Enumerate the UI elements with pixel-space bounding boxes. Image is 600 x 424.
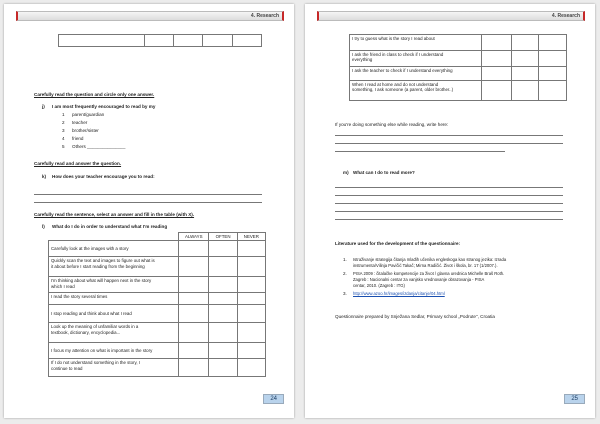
table-row <box>350 67 567 81</box>
cell-never[interactable] <box>539 35 567 51</box>
cell-never[interactable] <box>237 305 265 323</box>
option-text: parent/guardian <box>72 112 105 117</box>
cell-always[interactable] <box>179 241 209 257</box>
cell-often[interactable] <box>511 51 539 67</box>
cell-always[interactable] <box>179 323 209 343</box>
row-text: continue to read <box>51 365 83 371</box>
cell-never[interactable] <box>237 323 265 343</box>
option-number: 3 <box>62 128 65 133</box>
reference-text: centar, 2010. (Zagreb : ITG) <box>353 283 405 288</box>
option-text: Others _______________ <box>72 144 126 149</box>
col-header: ALWAYS <box>179 233 209 241</box>
table-row <box>49 323 266 343</box>
instruction-answer: Carefully read and answer the question. <box>34 161 122 166</box>
literature-title: Literature used for the development of the questionnaire: <box>335 241 461 246</box>
option-number: 2 <box>62 120 65 125</box>
reading-strategies-table <box>48 232 266 377</box>
cell-never[interactable] <box>539 51 567 67</box>
row-text: If I do not understand something in the story, I <box>51 360 141 366</box>
cell-often[interactable] <box>209 277 237 293</box>
answer-line[interactable] <box>335 151 505 152</box>
instruction-fill-table: Carefully read the sentence, select an answer and fill in the table (with X). <box>34 212 195 217</box>
cell-never[interactable] <box>539 67 567 81</box>
cell-often[interactable] <box>209 305 237 323</box>
prepared-by: Questionnaire prepared by Snježana Sedlar, Primary school „Podrute", Croatia <box>335 314 495 319</box>
row-text: Quickly scan the text and images to figure out what is <box>51 258 155 264</box>
cell-always[interactable] <box>179 257 209 277</box>
cell-never[interactable] <box>237 277 265 293</box>
cell-always[interactable] <box>482 81 511 101</box>
cell-always[interactable] <box>179 359 209 377</box>
answer-line[interactable] <box>335 211 563 212</box>
page-header <box>16 11 284 21</box>
cell-often[interactable] <box>209 323 237 343</box>
cell-never[interactable] <box>237 241 265 257</box>
reading-strategies-table-continued <box>349 34 567 101</box>
option-text: friend <box>72 136 84 141</box>
answer-line[interactable] <box>335 219 563 220</box>
question-l-text: What do I do in order to understand what I'm reading <box>52 224 168 229</box>
table-row <box>49 277 266 293</box>
col-header: OFTEN <box>209 233 237 241</box>
page-number: 25 <box>564 394 585 404</box>
table-row <box>49 257 266 277</box>
question-k-text: How does your teacher encourage you to read: <box>52 174 155 179</box>
table-row <box>49 293 266 305</box>
reference-number: 2. <box>343 271 347 276</box>
question-m-text: What can I do to read more? <box>353 170 415 175</box>
reference-text: Istraživanje strategija čitanja mlađih učenika engleskoga kao stranog jezika: Izrada <box>353 257 507 262</box>
header-title: 4. Research <box>551 13 580 19</box>
answer-line[interactable] <box>335 135 563 136</box>
row-text: I ask the friend in class to check if I understand <box>352 52 444 57</box>
answer-line[interactable] <box>335 195 563 196</box>
cell-always[interactable] <box>482 51 511 67</box>
cell-always[interactable] <box>179 277 209 293</box>
option-number: 5 <box>62 144 65 149</box>
cell-often[interactable] <box>511 35 539 51</box>
cell-never[interactable] <box>237 359 265 377</box>
table-row <box>49 241 266 257</box>
cell-often[interactable] <box>209 359 237 377</box>
cell-always[interactable] <box>179 293 209 305</box>
row-text: When I read at home and do not understand <box>352 82 439 87</box>
row-text: I'm thinking about what will happen next in the story <box>51 278 152 284</box>
question-j-text: I am most frequently encouraged to read by my <box>52 104 156 109</box>
cell-never[interactable] <box>237 257 265 277</box>
table-row <box>49 305 266 323</box>
answer-line[interactable] <box>34 202 262 203</box>
left-page <box>4 4 294 418</box>
table-row <box>350 81 567 101</box>
row-text: I try to guess what is the story I read about <box>352 36 435 41</box>
answer-line[interactable] <box>335 203 563 204</box>
header-title: 4. Research <box>250 13 279 19</box>
reference-link[interactable]: http://www.azoo.hr/images/izdanja/citanje/04.html <box>353 291 445 296</box>
cell-often[interactable] <box>209 293 237 305</box>
cell-often[interactable] <box>209 241 237 257</box>
reference-number: 1. <box>343 257 347 262</box>
cell-never[interactable] <box>237 293 265 305</box>
option-text: teacher <box>72 120 88 125</box>
page-header <box>317 11 585 21</box>
answer-line[interactable] <box>335 143 563 144</box>
option-number: 1 <box>62 112 65 117</box>
question-k-letter: k) <box>42 174 47 179</box>
question-j-letter: j) <box>42 104 45 109</box>
reference-text: Zagreb : Nacionalni centar za vanjsko vrednovanje obrazovanja - PISA <box>353 277 485 282</box>
cell-often[interactable] <box>511 81 539 101</box>
cell-always[interactable] <box>482 35 511 51</box>
instruction-circle: Carefully read the question and circle only one answer. <box>34 92 155 97</box>
row-text: Look up the meaning of unfamiliar words in a <box>51 324 139 330</box>
row-text: I stop reading and think about what I read <box>51 311 132 317</box>
table-row <box>350 35 567 51</box>
row-text: I ask the teacher to check if I understand everything <box>352 68 453 73</box>
page-number: 24 <box>263 394 284 404</box>
table-row <box>49 343 266 359</box>
answer-line[interactable] <box>335 187 563 188</box>
empty-answer-table <box>58 34 262 47</box>
cell-never[interactable] <box>237 343 265 359</box>
table-row <box>49 359 266 377</box>
col-header: NEVER <box>237 233 265 241</box>
row-text: Carefully look at the images with a story <box>51 246 129 252</box>
row-text: textbook, dictionary, encyclopedia... <box>51 329 121 335</box>
row-text: something, I ask someone (a parent, older brother..) <box>352 87 454 93</box>
reference-text: PISA 2009 : čitalačke kompetencije za život / glavna urednica Michelle Braš Roth. <box>353 271 505 276</box>
row-text: I read the story several times <box>51 294 108 300</box>
row-text: it about before I start reading from the beginning <box>51 263 145 269</box>
option-text: brother/sister <box>72 128 99 133</box>
cell-never[interactable] <box>539 81 567 101</box>
cell-often[interactable] <box>209 257 237 277</box>
cell-always[interactable] <box>482 67 511 81</box>
answer-line[interactable] <box>34 194 262 195</box>
option-number: 4 <box>62 136 65 141</box>
table-row <box>350 51 567 67</box>
right-page <box>305 4 595 418</box>
cell-often[interactable] <box>209 343 237 359</box>
question-l-letter: l) <box>42 224 45 229</box>
other-activity-prompt: If you're doing something else while reading, write here: <box>335 122 449 127</box>
row-text: everything <box>352 57 373 63</box>
question-m-letter: m) <box>343 170 349 175</box>
cell-often[interactable] <box>511 67 539 81</box>
row-text: which I read <box>51 283 75 289</box>
cell-always[interactable] <box>179 343 209 359</box>
reference-number: 3. <box>343 291 347 296</box>
cell-always[interactable] <box>179 305 209 323</box>
row-text: I focus my attention on what is important in the story <box>51 348 153 354</box>
table-header-row <box>49 233 266 241</box>
reference-text: instrumenta/Vilinja Pavičić Takač; Mirna Radičić. Život i škola, br. 17 (1/2007.). <box>353 263 498 268</box>
